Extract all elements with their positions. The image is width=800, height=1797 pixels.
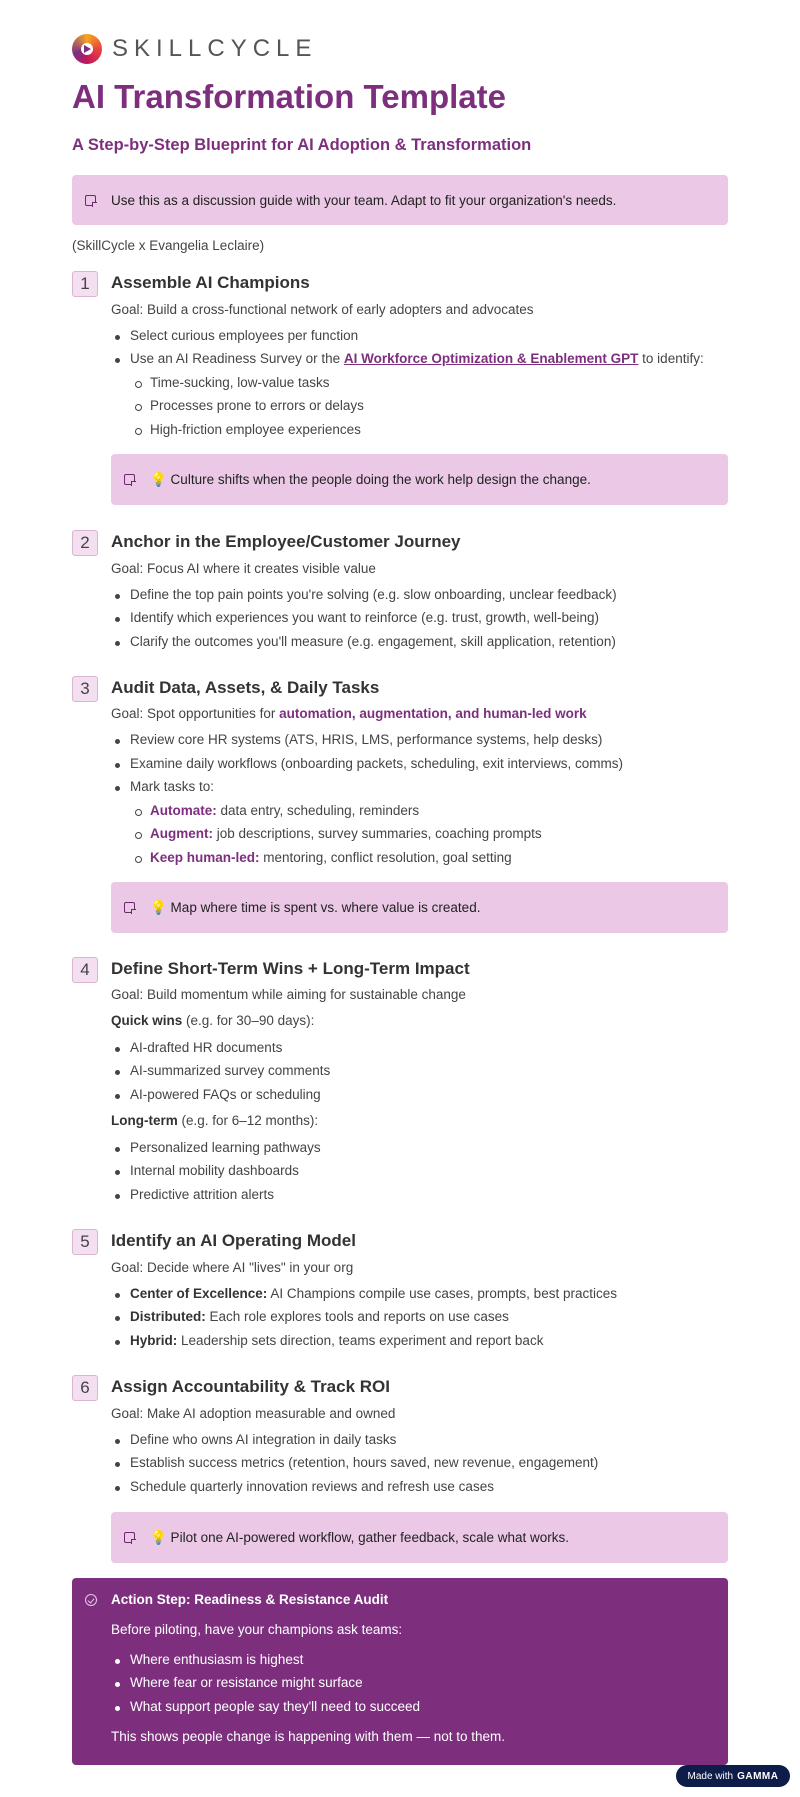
section-goal: Goal: Focus AI where it creates visible value: [111, 561, 376, 576]
list-item: Use an AI Readiness Survey or the AI Workforce Optimization & Enablement GPT to identify:: [130, 351, 704, 366]
action-closing: This shows people change is happening with them — not to them.: [111, 1729, 505, 1744]
made-with-gamma-badge[interactable]: [676, 1765, 790, 1787]
list-item: Center of Excellence: AI Champions compile use cases, prompts, best practices: [130, 1286, 617, 1301]
gpt-link[interactable]: AI Workforce Optimization & Enablement GPT: [343, 351, 639, 366]
sub-list-item: Time-sucking, low-value tasks: [150, 375, 330, 390]
list-item: AI-powered FAQs or scheduling: [130, 1087, 321, 1102]
brand-name: SKILLCYCLE: [112, 35, 318, 62]
sub-list-item: Automate: data entry, scheduling, reminders: [150, 803, 420, 818]
credit-line: (SkillCycle x Evangelia Leclaire): [72, 238, 265, 253]
tip-callout: [111, 454, 728, 505]
list-item: Establish success metrics (retention, hours saved, new revenue, engagement): [130, 1455, 599, 1470]
sub-list-item: Processes prone to errors or delays: [150, 398, 364, 413]
step-number: 4: [72, 957, 98, 983]
list-item: Predictive attrition alerts: [130, 1187, 275, 1202]
list-item: Examine daily workflows (onboarding packets, scheduling, exit interviews, comms): [130, 756, 623, 771]
quick-wins-label: Quick wins (e.g. for 30–90 days):: [111, 1013, 315, 1028]
step-number: 2: [72, 530, 98, 556]
note-icon: [124, 474, 135, 485]
list-item: AI-summarized survey comments: [130, 1063, 331, 1078]
long-term-label: Long-term (e.g. for 6–12 months):: [111, 1113, 319, 1128]
list-item: Schedule quarterly innovation reviews and refresh use cases: [130, 1479, 494, 1494]
section-goal: Goal: Decide where AI "lives" in your org: [111, 1260, 354, 1275]
step-number: 1: [72, 271, 98, 297]
note-icon: [85, 195, 96, 206]
section-heading: Audit Data, Assets, & Daily Tasks: [111, 678, 380, 697]
action-title: Action Step: Readiness & Resistance Audit: [111, 1592, 389, 1607]
section-goal: Goal: Make AI adoption measurable and owned: [111, 1406, 396, 1421]
section-heading: Identify an AI Operating Model: [111, 1231, 356, 1250]
list-item: Define who owns AI integration in daily tasks: [130, 1432, 397, 1447]
section-goal: Goal: Spot opportunities for automation, augmentation, and human-led work: [111, 706, 587, 721]
list-item: Hybrid: Leadership sets direction, teams experiment and report back: [130, 1333, 544, 1348]
skillcycle-logo-icon: [72, 34, 102, 64]
list-item: Distributed: Each role explores tools and reports on use cases: [130, 1309, 509, 1324]
action-list-item: Where enthusiasm is highest: [130, 1652, 304, 1667]
section-goal: Goal: Build momentum while aiming for sustainable change: [111, 987, 466, 1002]
tip-text: 💡 Culture shifts when the people doing the work help design the change.: [150, 471, 591, 487]
list-item: Personalized learning pathways: [130, 1140, 321, 1155]
intro-callout: [72, 175, 728, 225]
sub-list-item: High-friction employee experiences: [150, 422, 361, 437]
step-number: 3: [72, 676, 98, 702]
badge-prefix: Made with: [687, 1770, 734, 1782]
note-icon: [124, 1532, 135, 1543]
list-item: Clarify the outcomes you'll measure (e.g. engagement, skill application, retention): [130, 634, 616, 649]
list-item: Select curious employees per function: [130, 328, 359, 343]
sub-list-item: Keep human-led: mentoring, conflict resolution, goal setting: [150, 850, 512, 865]
list-item: Define the top pain points you're solving (e.g. slow onboarding, unclear feedback): [130, 587, 617, 602]
section-heading: Assemble AI Champions: [111, 273, 310, 292]
list-item: Mark tasks to:: [130, 779, 215, 794]
section-heading: Define Short-Term Wins + Long-Term Impact: [111, 959, 470, 978]
badge-brand: GAMMA: [737, 1770, 779, 1782]
action-list-item: Where fear or resistance might surface: [130, 1675, 363, 1690]
action-list-item: What support people say they'll need to succeed: [130, 1699, 421, 1714]
list-item: Identify which experiences you want to reinforce (e.g. trust, growth, well-being): [130, 610, 599, 625]
list-item: Internal mobility dashboards: [130, 1163, 299, 1178]
action-step-box: [72, 1578, 728, 1765]
section-heading: Anchor in the Employee/Customer Journey: [111, 532, 461, 551]
tip-callout: [111, 1512, 728, 1563]
step-number: 6: [72, 1375, 98, 1401]
list-item: Review core HR systems (ATS, HRIS, LMS, performance systems, help desks): [130, 732, 603, 747]
section-goal: Goal: Build a cross-functional network of early adopters and advocates: [111, 302, 534, 317]
sub-list-item: Augment: job descriptions, survey summaries, coaching prompts: [150, 826, 542, 841]
check-circle-icon: [85, 1594, 97, 1606]
section-heading: Assign Accountability & Track ROI: [111, 1377, 390, 1396]
note-icon: [124, 902, 135, 913]
intro-callout-text: Use this as a discussion guide with your team. Adapt to fit your organization's needs.: [111, 192, 617, 208]
brand-logo: [72, 33, 317, 65]
action-intro: Before piloting, have your champions ask teams:: [111, 1622, 403, 1637]
tip-callout: [111, 882, 728, 933]
page-subtitle: A Step-by-Step Blueprint for AI Adoption & Transformation: [72, 136, 532, 154]
tip-text: 💡 Map where time is spent vs. where value is created.: [150, 899, 481, 915]
list-item: AI-drafted HR documents: [130, 1040, 283, 1055]
step-number: 5: [72, 1229, 98, 1255]
page-title: AI Transformation Template: [72, 78, 506, 115]
tip-text: 💡 Pilot one AI-powered workflow, gather feedback, scale what works.: [150, 1529, 570, 1545]
